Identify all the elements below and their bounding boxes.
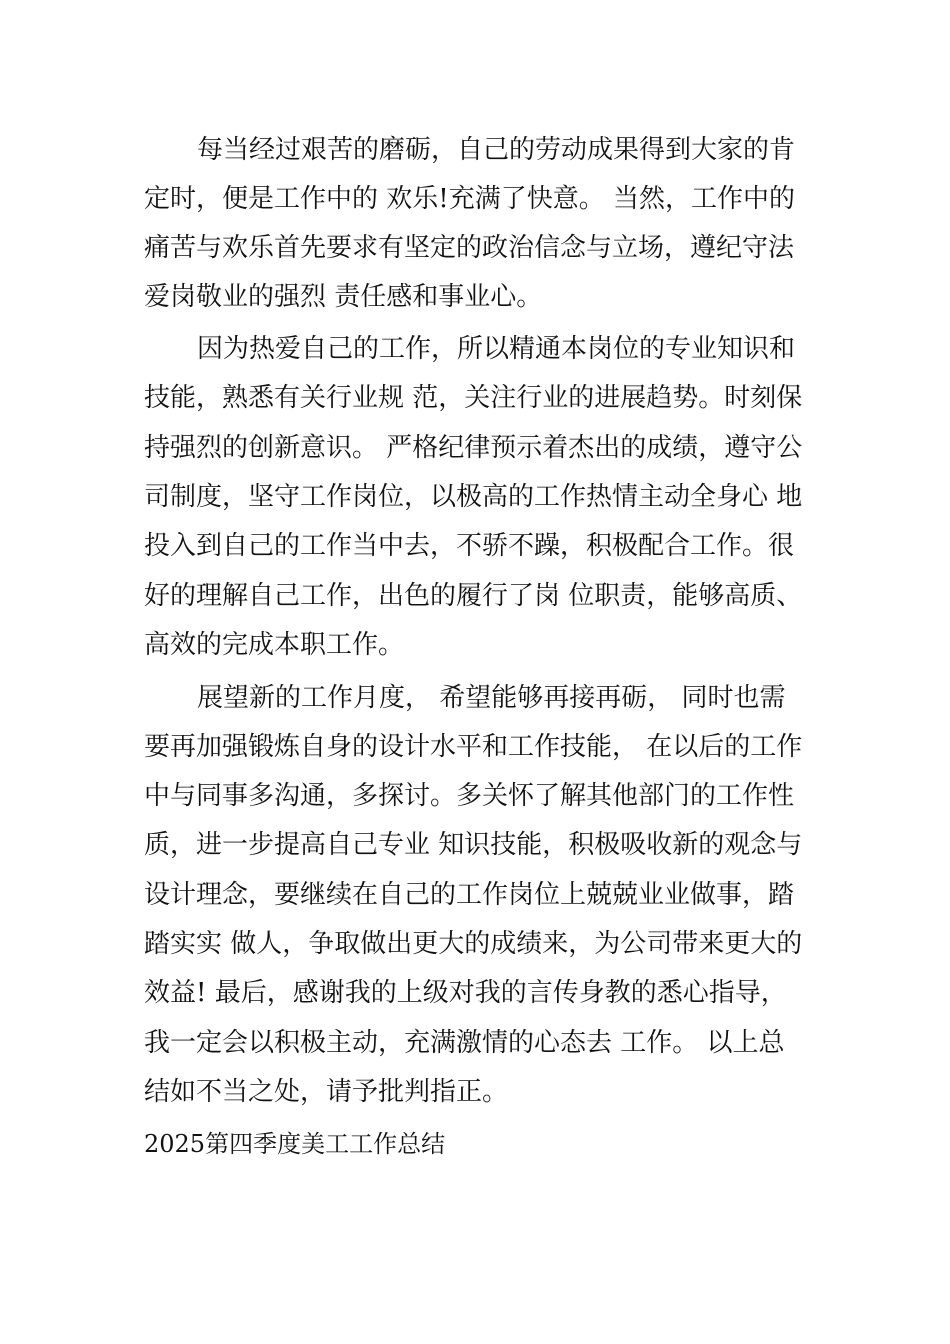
paragraph-line: 设计理念，要继续在自己的工作岗位上兢兢业业做事，踏 [144, 880, 795, 910]
paragraph-line: 高效的完成本职工作。 [144, 630, 405, 660]
paragraph-line: 我一定会以积极主动，充满激情的心态去 工作。 以上总 [144, 1028, 785, 1058]
paragraph-line: 质，进一步提高自己专业 知识技能，积极吸收新的观念与 [144, 830, 803, 860]
paragraph-line: 持强烈的创新意识。 严格纪律预示着杰出的成绩，遵守公 [144, 433, 803, 463]
document-footer-title: 2025第四季度美工工作总结 [144, 1130, 446, 1158]
paragraph-line: 中与同事多沟通，多探讨。多关怀了解其他部门的工作性 [144, 781, 795, 811]
paragraph-line: 因为热爱自己的工作，所以精通本岗位的专业知识和 [197, 334, 796, 364]
paragraph-line: 定时，便是工作中的 欢乐!充满了快意。 当然，工作中的 [144, 184, 795, 214]
paragraph-line: 展望新的工作月度， 希望能够再接再砺， 同时也需 [197, 683, 786, 713]
paragraph-line: 爱岗敬业的强烈 责任感和事业心。 [144, 282, 543, 312]
paragraph-line: 技能，熟悉有关行业规 范，关注行业的进展趋势。时刻保 [144, 383, 803, 413]
paragraph-line: 痛苦与欢乐首先要求有坚定的政治信念与立场，遵纪守法 [144, 233, 795, 263]
paragraph-line: 要再加强锻炼自身的设计水平和工作技能， 在以后的工作 [144, 732, 803, 762]
paragraph-line: 踏实实 做人，争取做出更大的成绩来，为公司带来更大的 [144, 929, 803, 959]
paragraph-line: 每当经过艰苦的磨砺，自己的劳动成果得到大家的肯 [197, 135, 796, 165]
paragraph-line: 投入到自己的工作当中去，不骄不躁，积极配合工作。很 [144, 531, 795, 561]
paragraph-line: 结如不当之处，请予批判指正。 [144, 1077, 509, 1107]
paragraph-line: 司制度，坚守工作岗位，以极高的工作热情主动全身心 地 [144, 482, 803, 512]
paragraph-line: 效益! 最后，感谢我的上级对我的言传身教的悉心指导， [144, 978, 787, 1008]
paragraph-line: 好的理解自己工作，出色的履行了岗 位职责，能够高质、 [144, 581, 803, 611]
